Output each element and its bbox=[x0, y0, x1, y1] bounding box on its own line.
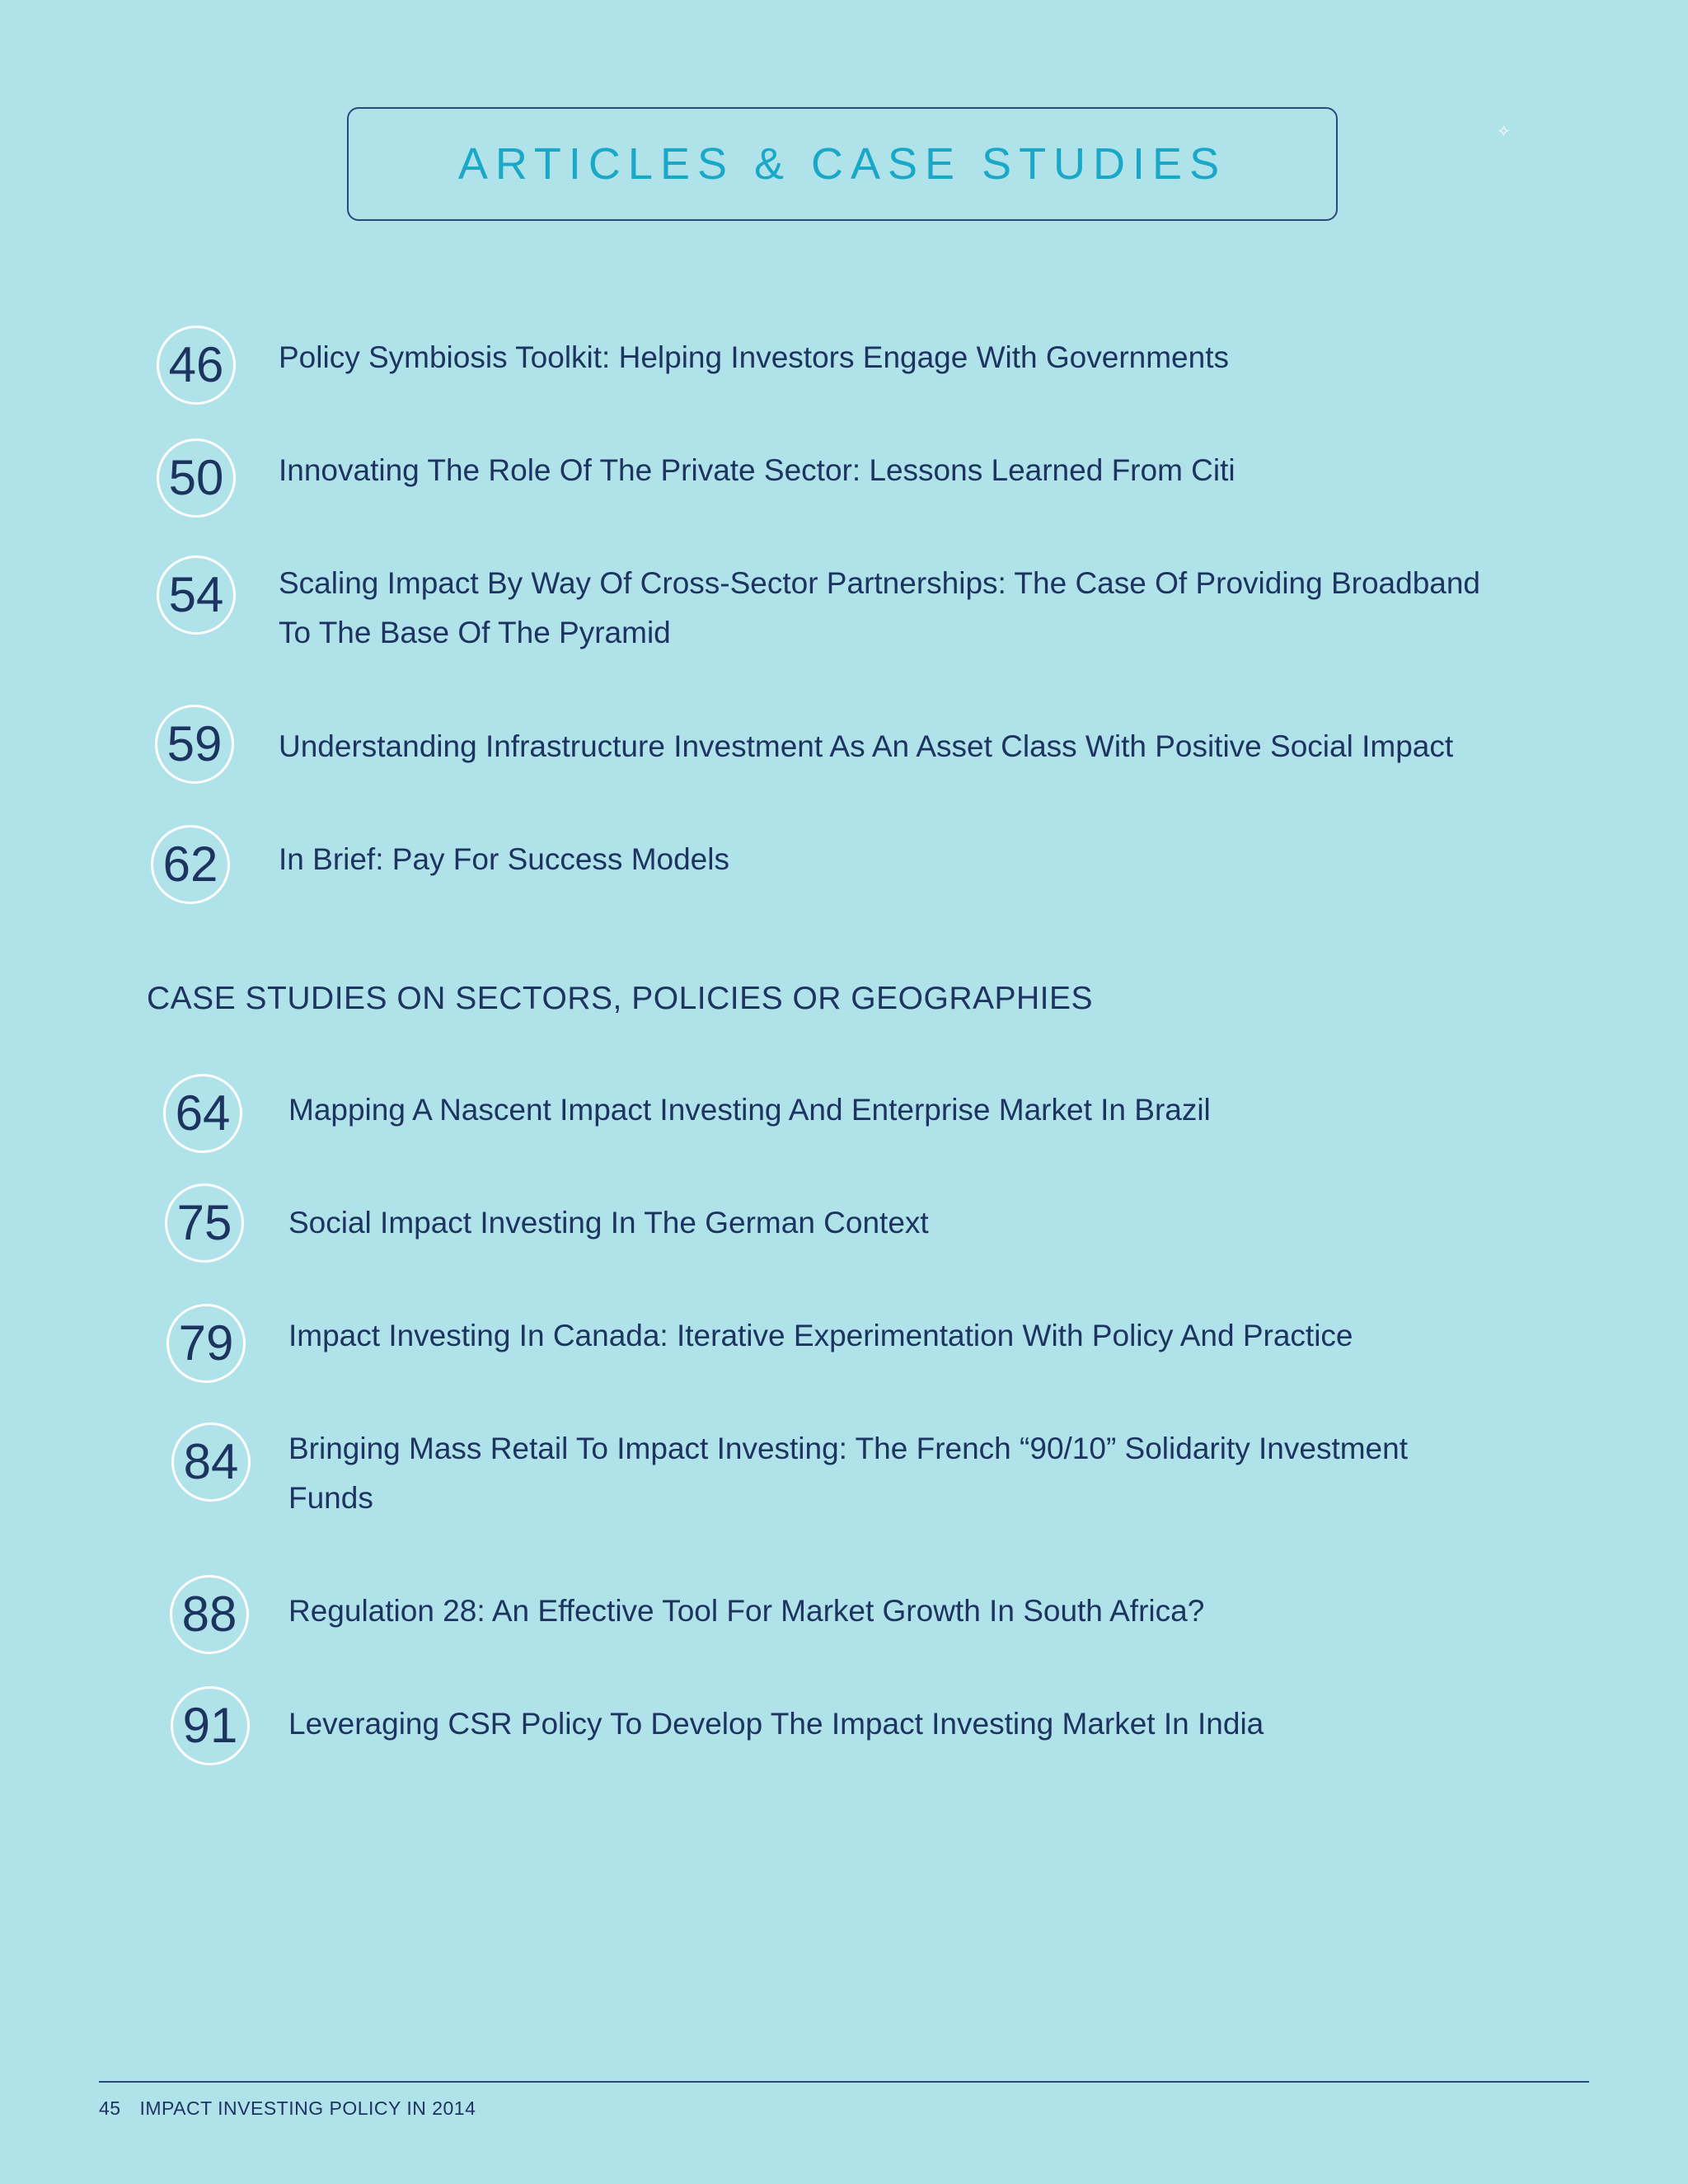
page-number-circle: 91 bbox=[171, 1686, 250, 1765]
entry-title: Policy Symbiosis Toolkit: Helping Investors Engage With Governments bbox=[279, 340, 1229, 374]
page-number-circle: 46 bbox=[157, 326, 236, 405]
page-title: ARTICLES & CASE STUDIES bbox=[457, 139, 1227, 189]
page-number-circle: 79 bbox=[166, 1304, 246, 1383]
entry-title: Regulation 28: An Effective Tool For Market Growth In South Africa? bbox=[288, 1594, 1205, 1628]
title-box bbox=[347, 107, 1338, 221]
page-number-circle: 62 bbox=[151, 825, 230, 904]
entry-title: Impact Investing In Canada: Iterative Experimentation With Policy And Practice bbox=[288, 1319, 1353, 1352]
page-number-circle: 54 bbox=[157, 555, 236, 635]
page-number-circle: 75 bbox=[165, 1183, 244, 1263]
footer-divider bbox=[99, 2081, 1589, 2083]
sparkle-icon: ✧ bbox=[1497, 123, 1511, 141]
page-footer bbox=[99, 2097, 476, 2120]
entry-title: Understanding Infrastructure Investment As An Asset Class With Positive Social Impact bbox=[279, 729, 1454, 763]
entry-title: Leveraging CSR Policy To Develop The Impact Investing Market In India bbox=[288, 1707, 1264, 1741]
footer-publication: IMPACT INVESTING POLICY IN 2014 bbox=[139, 2097, 476, 2119]
entry-title: Scaling Impact By Way Of Cross-Sector Partnerships: The Case Of Providing Broadband To The Base Of The Pyramid bbox=[279, 566, 1481, 649]
entry-title: Innovating The Role Of The Private Sector: Lessons Learned From Citi bbox=[279, 453, 1236, 487]
section-heading: CASE STUDIES ON SECTORS, POLICIES OR GEOGRAPHIES bbox=[147, 981, 1094, 1016]
page-number-circle: 88 bbox=[170, 1575, 249, 1654]
entry-title: Bringing Mass Retail To Impact Investing: The French “90/10” Solidarity Investment Funds bbox=[288, 1432, 1408, 1515]
page-number-circle: 64 bbox=[163, 1074, 242, 1153]
page-number-circle: 50 bbox=[157, 438, 236, 518]
page-number-circle: 59 bbox=[155, 705, 234, 784]
page-number-circle: 84 bbox=[171, 1422, 251, 1502]
footer-page-number: 45 bbox=[99, 2097, 121, 2119]
entry-title: Social Impact Investing In The German Context bbox=[288, 1206, 929, 1240]
entry-title: In Brief: Pay For Success Models bbox=[279, 842, 729, 876]
entry-title: Mapping A Nascent Impact Investing And Enterprise Market In Brazil bbox=[288, 1093, 1211, 1127]
